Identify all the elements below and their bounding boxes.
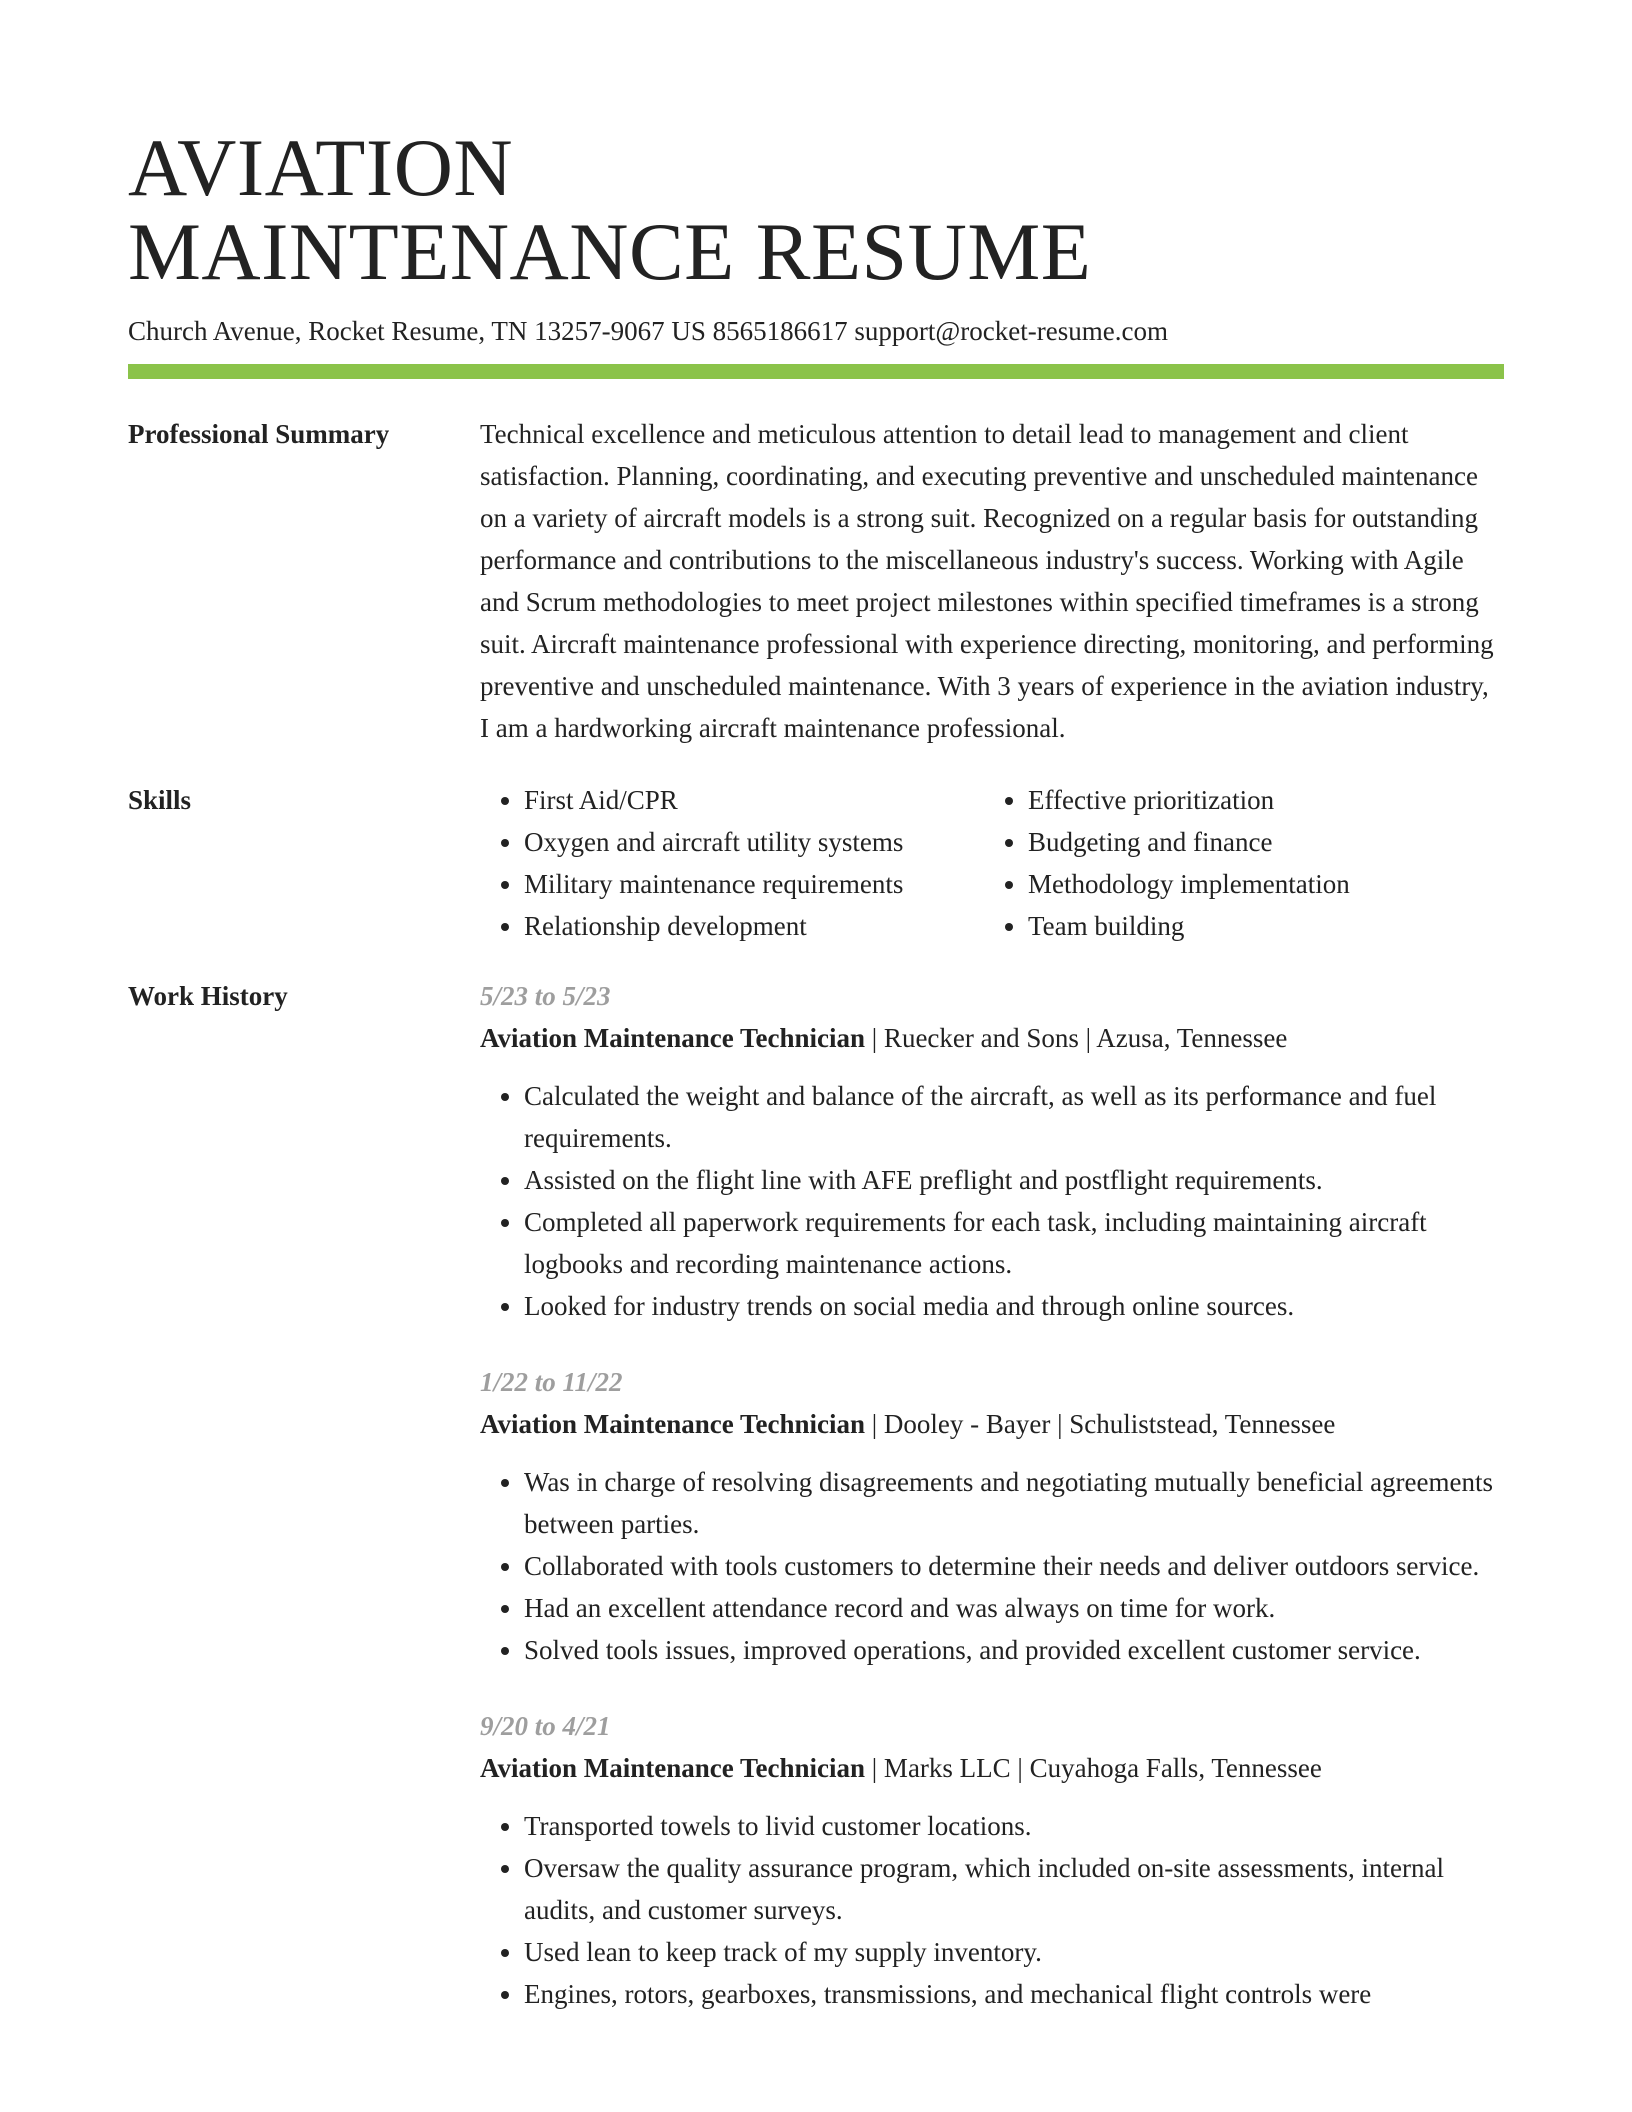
accent-divider — [128, 364, 1504, 379]
job-bullet: • Solved tools issues, improved operations, and provided excellent customer service. — [524, 1629, 1504, 1671]
work-body — [480, 975, 1504, 2049]
skill-item: • Military maintenance requirements — [524, 863, 984, 905]
job-details: | Dooley - Bayer | Schuliststead, Tennessee — [865, 1409, 1336, 1439]
title-line-2: MAINTENANCE RESUME — [128, 206, 1092, 297]
contact-info: Church Avenue, Rocket Resume, TN 13257-9067 US 8565186617 support@rocket-resume.com — [128, 316, 1168, 346]
job-title: Aviation Maintenance Technician — [480, 1023, 866, 1053]
job-bullet: • Assisted on the flight line with AFE preflight and postflight requirements. — [524, 1159, 1504, 1201]
title-line-1: AVIATION — [128, 122, 514, 213]
job-bullets — [480, 1075, 1504, 1327]
job-heading — [480, 1403, 1504, 1445]
professional-summary-section — [128, 413, 1504, 749]
job-entry — [480, 1705, 1504, 2015]
job-heading — [480, 1747, 1504, 1789]
skill-item: • Budgeting and finance — [1028, 821, 1488, 863]
skills-list-right — [984, 779, 1488, 947]
job-entry — [480, 1361, 1504, 1671]
skill-item: • First Aid/CPR — [524, 779, 984, 821]
skills-list-left — [480, 779, 984, 947]
skill-item: • Oxygen and aircraft utility systems — [524, 821, 984, 863]
job-bullet: • Transported towels to livid customer locations. — [524, 1805, 1504, 1847]
job-details: | Ruecker and Sons | Azusa, Tennessee — [865, 1023, 1288, 1053]
skills-section — [128, 779, 1504, 947]
summary-text: Technical excellence and meticulous attention to detail lead to management and client satisfaction. Planning, coordinating, and executing preventive and unscheduled maintenance on a variety of aircraft models is a strong suit. Recognized on a regular basis for outstanding performance and contributions to the miscellaneous industry's success. Working with Agile and Scrum methodologies to meet project milestones within specified timeframes is a strong suit. Aircraft maintenance professional with experience directing, monitoring, and performing preventive and unscheduled maintenance. With 3 years of experience in the aviation industry, I am a hardworking aircraft maintenance professional. — [480, 419, 1494, 743]
job-bullets — [480, 1461, 1504, 1671]
job-entry — [480, 975, 1504, 1327]
skill-item: • Relationship development — [524, 905, 984, 947]
job-bullet: • Collaborated with tools customers to determine their needs and deliver outdoors service. — [524, 1545, 1504, 1587]
section-label-work: Work History — [128, 981, 288, 1011]
skills-body — [480, 779, 1504, 947]
job-bullet: • Engines, rotors, gearboxes, transmissions, and mechanical flight controls were — [524, 1973, 1504, 2015]
section-label-skills: Skills — [128, 785, 192, 815]
summary-body — [480, 413, 1504, 749]
job-bullet: • Was in charge of resolving disagreements and negotiating mutually beneficial agreements between parties. — [524, 1461, 1504, 1545]
section-label-summary: Professional Summary — [128, 419, 390, 449]
job-bullets — [480, 1805, 1504, 2015]
job-bullet: • Oversaw the quality assurance program, which included on-site assessments, internal audits, and customer surveys. — [524, 1847, 1504, 1931]
job-dates: 1/22 to 11/22 — [480, 1367, 623, 1397]
job-details: | Marks LLC | Cuyahoga Falls, Tennessee — [865, 1753, 1322, 1783]
job-dates: 9/20 to 4/21 — [480, 1711, 611, 1741]
skill-item: • Methodology implementation — [1028, 863, 1488, 905]
job-dates: 5/23 to 5/23 — [480, 981, 611, 1011]
job-heading — [480, 1017, 1504, 1059]
job-bullet: • Used lean to keep track of my supply inventory. — [524, 1931, 1504, 1973]
job-bullet: • Had an excellent attendance record and was always on time for work. — [524, 1587, 1504, 1629]
job-bullet: • Looked for industry trends on social media and through online sources. — [524, 1285, 1504, 1327]
skill-item: • Team building — [1028, 905, 1488, 947]
job-title: Aviation Maintenance Technician — [480, 1409, 866, 1439]
job-title: Aviation Maintenance Technician — [480, 1753, 866, 1783]
resume-title — [128, 0, 1504, 297]
skill-item: • Effective prioritization — [1028, 779, 1488, 821]
job-bullet: • Calculated the weight and balance of the aircraft, as well as its performance and fuel requirements. — [524, 1075, 1504, 1159]
resume-page — [128, 0, 1504, 2049]
work-history-section — [128, 975, 1504, 2049]
job-bullet: • Completed all paperwork requirements for each task, including maintaining aircraft logbooks and recording maintenance actions. — [524, 1201, 1504, 1285]
